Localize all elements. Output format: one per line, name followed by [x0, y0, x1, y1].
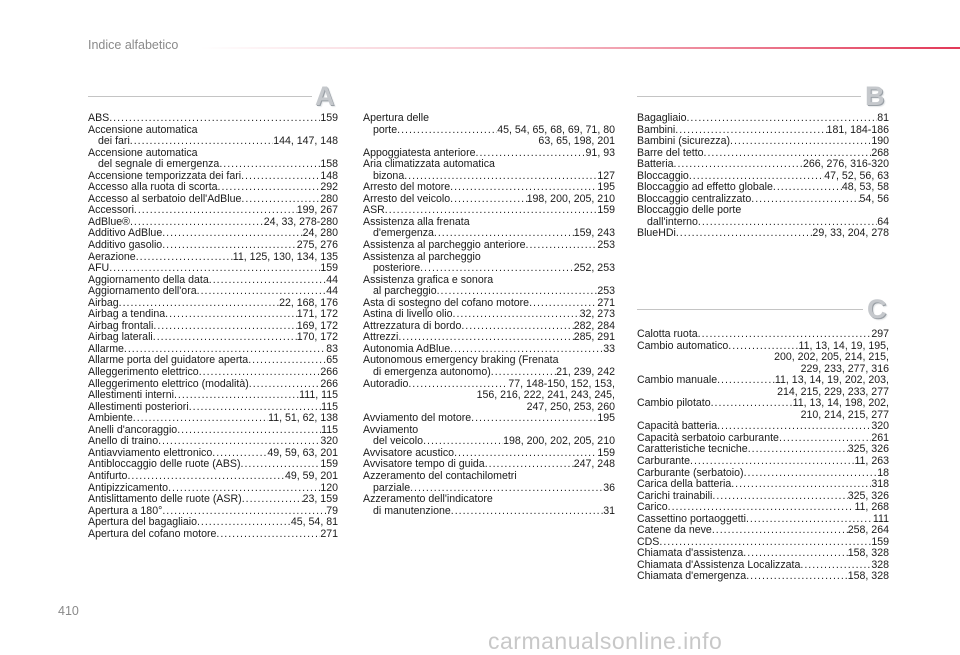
index-entry	[637, 456, 889, 468]
index-column-a-part1	[88, 113, 338, 540]
entry-term: Avvisatore acustico	[363, 446, 455, 459]
entry-pages: 195	[597, 181, 615, 194]
index-entry	[637, 136, 889, 148]
entry-pages: 21, 239, 242	[556, 366, 615, 379]
entry-subterm: del segnale di emergenza	[98, 158, 220, 171]
entry-pages: 159	[320, 112, 338, 124]
index-entry	[88, 113, 338, 125]
entry-pages: 170, 172	[296, 331, 338, 344]
entry-pages: 148	[320, 169, 338, 182]
dot-leader	[109, 263, 320, 275]
entry-term: ABS	[88, 112, 110, 124]
entry-pages: 111	[872, 512, 889, 525]
entry-term: Airbag a tendina	[88, 308, 166, 321]
dot-leader	[730, 136, 871, 148]
entry-term: Chiamata d'assistenza	[637, 547, 744, 560]
dot-leader	[744, 468, 878, 480]
page-header-title: Indice alfabetico	[88, 38, 179, 52]
index-entry	[637, 571, 889, 583]
entry-pages-continued: 247, 250, 253, 260	[526, 400, 615, 413]
entry-term: Antislittamento delle ruote (ASR)	[88, 493, 242, 506]
entry-term: Allarme porta del guidatore aperta	[88, 354, 249, 367]
dot-leader	[748, 444, 848, 456]
entry-pages: 285, 291	[573, 331, 615, 344]
index-entry	[637, 329, 889, 341]
dot-leader	[162, 228, 302, 240]
entry-term: Avviamento del motore	[363, 412, 472, 425]
dot-leader	[216, 529, 320, 541]
entry-pages: 169, 172	[296, 319, 338, 332]
entry-term: Allarme	[88, 342, 124, 355]
index-entry	[637, 113, 889, 125]
dot-leader	[153, 321, 296, 333]
entry-pages: 81	[877, 112, 889, 124]
entry-term: BlueHDi	[637, 227, 676, 240]
entry-term: Accensione temporizzata dei fari	[88, 169, 242, 182]
dot-leader	[130, 136, 273, 148]
index-entry	[88, 390, 338, 402]
dot-leader	[711, 398, 793, 410]
dot-leader	[165, 309, 297, 321]
dot-leader	[197, 517, 291, 529]
dot-leader	[698, 329, 872, 341]
dot-leader	[153, 332, 297, 344]
entry-pages: 159	[320, 458, 338, 471]
entry-pages: 320	[320, 435, 338, 448]
dot-leader	[453, 309, 580, 321]
entry-pages-continued: 63, 65, 198, 201	[538, 135, 615, 148]
page-number: 410	[58, 604, 79, 618]
entry-subterm: al parcheggio	[373, 285, 437, 298]
entry-term: Accensione automatica	[88, 146, 198, 159]
entry-pages: 292	[320, 181, 338, 194]
dot-leader	[397, 125, 497, 137]
entry-pages: 127	[597, 169, 615, 182]
index-entry	[363, 113, 615, 148]
entry-term: Arresto del motore	[363, 181, 451, 194]
entry-term: Aggiornamento della data	[88, 273, 209, 286]
entry-term: Bagagliaio	[637, 112, 687, 124]
entry-term: Cassettino portaoggetti	[637, 512, 746, 525]
entry-pages: 11, 13, 14, 19, 195,	[798, 339, 889, 352]
index-entry	[363, 275, 615, 298]
dot-leader	[471, 413, 597, 425]
dot-leader	[219, 159, 320, 171]
entry-term: Bloccaggio centralizzato	[637, 192, 752, 205]
dot-leader	[526, 240, 598, 252]
entry-pages: 328	[871, 558, 889, 571]
index-entry	[88, 263, 338, 275]
entry-term: Airbag laterali	[88, 331, 153, 344]
entry-term: Antifurto	[88, 469, 128, 482]
dot-leader	[731, 479, 871, 491]
index-entry	[363, 379, 615, 414]
index-entry	[88, 517, 338, 529]
dot-leader	[491, 367, 556, 379]
entry-pages: 253	[597, 285, 615, 298]
index-entry	[88, 252, 338, 264]
dot-leader	[751, 194, 859, 206]
dot-leader	[109, 113, 320, 125]
index-entry	[363, 425, 615, 448]
index-entry	[637, 491, 889, 503]
dot-leader	[674, 159, 803, 171]
entry-term: Bloccaggio delle porte	[637, 204, 742, 217]
entry-pages: 111, 115	[299, 389, 338, 402]
entry-pages-continued: 156, 216, 222, 241, 243, 245,	[476, 389, 615, 402]
dot-leader	[712, 525, 848, 537]
index-entry	[363, 159, 615, 182]
section-letter-a: A	[315, 81, 335, 111]
entry-pages: 253	[597, 239, 615, 252]
entry-term: Autonomous emergency braking (Frenata	[363, 354, 559, 367]
entry-term: Alleggerimento elettrico	[88, 366, 199, 379]
entry-pages: 11, 263	[854, 455, 889, 468]
entry-term: Assistenza al parcheggio anteriore	[363, 239, 526, 252]
entry-subterm: porte	[373, 123, 398, 136]
entry-pages: 64	[877, 215, 889, 228]
section-letter-c: C	[867, 294, 887, 324]
entry-term: Capacità batteria	[637, 420, 718, 433]
entry-term: Chiamata d'Assistenza Localizzata	[637, 558, 801, 571]
entry-term: Antipizzicamento	[88, 481, 169, 494]
entry-pages: 159	[320, 262, 338, 275]
dot-leader	[451, 506, 603, 518]
entry-pages: 158, 328	[847, 570, 889, 583]
entry-pages: 158	[320, 158, 338, 171]
entry-term: Capacità serbatoio carburante	[637, 431, 779, 444]
entry-pages: 159	[597, 446, 615, 459]
entry-term: Apertura a 180°	[88, 504, 163, 517]
entry-pages: 280	[320, 192, 338, 205]
entry-term: Calotta ruota	[637, 328, 698, 340]
entry-term: Arresto del veicolo	[363, 192, 451, 205]
entry-term: AdBlue®	[88, 215, 130, 228]
index-column-b	[637, 113, 889, 240]
entry-subterm: posteriore	[373, 262, 421, 275]
entry-term: Autoradio	[363, 377, 409, 390]
entry-term: Caratteristiche tecniche	[637, 443, 748, 456]
entry-pages: 45, 54, 81	[290, 516, 338, 529]
index-entry	[637, 479, 889, 491]
entry-term: Astina di livello olio	[363, 308, 453, 321]
entry-pages: 29, 33, 204, 278	[812, 227, 889, 240]
entry-term: Avvisatore tempo di guida	[363, 458, 485, 471]
entry-pages: 297	[871, 328, 889, 340]
entry-pages: 18	[877, 466, 889, 479]
entry-pages: 190	[871, 135, 889, 148]
entry-pages: 11, 125, 130, 134, 135	[232, 250, 338, 263]
entry-pages: 266, 276, 316-320	[802, 158, 889, 171]
entry-term: Additivo gasolio	[88, 239, 163, 252]
entry-pages: 23, 159	[302, 493, 338, 506]
entry-term: Ambiente	[88, 412, 133, 425]
entry-pages: 44	[326, 273, 338, 286]
entry-term: Accensione automatica	[88, 123, 198, 136]
dot-leader	[746, 571, 848, 583]
entry-term: Anello di traino	[88, 435, 159, 448]
entry-pages: 271	[320, 527, 338, 540]
entry-pages-continued: 214, 215, 229, 233, 277	[777, 385, 889, 398]
index-entry	[637, 398, 889, 421]
index-column-a-part2	[363, 113, 615, 517]
index-entry	[88, 240, 338, 252]
index-entry	[637, 525, 889, 537]
entry-pages: 120	[320, 481, 338, 494]
entry-pages: 266	[320, 377, 338, 390]
dot-leader	[241, 171, 320, 183]
entry-term: Accesso al serbatoio dell'AdBlue	[88, 192, 242, 205]
index-entry	[637, 159, 889, 171]
dot-leader	[177, 425, 321, 437]
entry-pages: 65	[326, 354, 338, 367]
section-letter-b: B	[865, 81, 885, 111]
entry-term: Attrezzi	[363, 331, 399, 344]
dot-leader	[450, 194, 526, 206]
index-entry	[88, 367, 338, 379]
entry-pages: 11, 13, 14, 198, 202,	[792, 397, 889, 410]
entry-term: Carico	[637, 501, 668, 514]
entry-pages: 77, 148-150, 152, 153,	[508, 377, 615, 390]
entry-pages: 36	[603, 481, 615, 494]
entry-pages: 24, 280	[302, 227, 338, 240]
entry-term: Accesso alla ruota di scorta	[88, 181, 218, 194]
entry-term: Apertura del bagagliaio	[88, 516, 197, 529]
entry-pages: 159	[871, 535, 889, 548]
entry-term: CDS	[637, 535, 660, 548]
entry-term: Antiavviamento elettronico	[88, 446, 213, 459]
entry-term: Accessori	[88, 204, 134, 217]
entry-pages: 91, 93	[585, 146, 615, 159]
entry-subterm: dall'interno	[647, 215, 698, 228]
entry-pages-continued: 210, 214, 215, 277	[800, 408, 889, 421]
entry-term: Asta di sostegno del cofano motore	[363, 296, 530, 309]
entry-pages: 45, 54, 65, 68, 69, 71, 80	[497, 123, 615, 136]
entry-term: Batteria	[637, 158, 674, 171]
entry-subterm: d'emergenza	[373, 227, 434, 240]
index-entry	[363, 355, 615, 378]
index-entry	[363, 194, 615, 206]
section-rule-b	[637, 96, 861, 97]
index-entry	[363, 217, 615, 240]
dot-leader	[717, 375, 775, 387]
entry-term: ASR	[363, 204, 385, 217]
entry-term: AFU	[88, 262, 110, 275]
entry-subterm: di emergenza autonomo)	[373, 366, 491, 379]
dot-leader	[686, 113, 877, 125]
entry-pages: 11, 13, 14, 19, 202, 203,	[774, 374, 889, 387]
entry-term: Avviamento	[363, 423, 419, 436]
entry-term: Alleggerimento elettrico (modalità)	[88, 377, 249, 390]
section-rule-c	[637, 309, 863, 310]
entry-term: Catene da neve	[637, 524, 712, 537]
entry-pages: 54, 56	[859, 192, 889, 205]
dot-leader	[773, 182, 842, 194]
entry-pages: 44	[326, 285, 338, 298]
index-entry	[363, 471, 615, 494]
entry-pages: 22, 168, 176	[279, 296, 338, 309]
entry-pages: 171, 172	[296, 308, 338, 321]
dot-leader	[690, 456, 854, 468]
entry-pages: 198, 200, 202, 205, 210	[503, 435, 615, 448]
header-accent-line	[200, 47, 960, 49]
entry-term: Cambio pilotato	[637, 397, 711, 410]
entry-term: Airbag frontali	[88, 319, 154, 332]
entry-term: Additivo AdBlue	[88, 227, 163, 240]
index-entry	[637, 205, 889, 228]
index-column-c	[637, 329, 889, 583]
entry-term: Apertura del cofano motore	[88, 527, 217, 540]
entry-pages: 195	[597, 412, 615, 425]
index-entry	[637, 341, 889, 376]
entry-term: Assistenza al parcheggio	[363, 250, 481, 263]
entry-pages: 47, 52, 56, 63	[824, 169, 889, 182]
entry-pages: 275, 276	[296, 239, 338, 252]
entry-pages: 282, 284	[573, 319, 615, 332]
entry-term: Apertura delle	[363, 112, 429, 124]
index-entry	[363, 252, 615, 275]
entry-term: Autonomia AdBlue	[363, 342, 451, 355]
entry-term: Bambini (sicurezza)	[637, 135, 731, 148]
index-entry	[88, 125, 338, 148]
dot-leader	[461, 321, 573, 333]
entry-term: Carichi trainabili	[637, 489, 713, 502]
index-entry	[88, 494, 338, 506]
entry-pages: 79	[326, 504, 338, 517]
entry-pages: 252, 253	[573, 262, 615, 275]
dot-leader	[136, 252, 233, 264]
entry-pages: 115	[321, 423, 338, 436]
dot-leader	[712, 491, 847, 503]
entry-term: Azzeramento dell'indicatore	[363, 493, 493, 506]
entry-pages: 325, 326	[847, 489, 889, 502]
entry-term: Airbag	[88, 296, 119, 309]
index-entry	[637, 228, 889, 240]
entry-term: Aggiornamento dell'ora	[88, 285, 197, 298]
entry-pages: 261	[871, 431, 889, 444]
entry-term: Aerazione	[88, 250, 136, 263]
index-entry	[363, 494, 615, 517]
entry-pages: 11, 51, 62, 138	[268, 412, 338, 425]
entry-subterm: dei fari	[98, 135, 130, 148]
entry-pages: 144, 147, 148	[273, 135, 338, 148]
dot-leader	[248, 355, 326, 367]
entry-pages: 32, 273	[579, 308, 615, 321]
entry-pages: 258, 264	[847, 524, 889, 537]
entry-pages: 247, 248	[573, 458, 615, 471]
entry-term: Cambio automatico	[637, 339, 729, 352]
index-entry	[88, 148, 338, 171]
entry-pages: 320	[871, 420, 889, 433]
entry-term: Carburante (serbatoio)	[637, 466, 744, 479]
dot-leader	[209, 275, 326, 287]
entry-subterm: bizona	[373, 169, 405, 182]
entry-term: Azzeramento del contachilometri	[363, 469, 517, 482]
entry-pages: 199, 267	[296, 204, 338, 217]
index-entry	[88, 529, 338, 541]
entry-term: Appoggiatesta anteriore	[363, 146, 476, 159]
entry-term: Cambio manuale	[637, 374, 718, 387]
entry-pages: 266	[320, 366, 338, 379]
entry-pages: 181, 184-186	[826, 123, 889, 136]
index-entry	[88, 332, 338, 344]
entry-subterm: di manutenzione	[373, 504, 451, 517]
entry-pages: 159, 243	[573, 227, 615, 240]
dot-leader	[127, 471, 285, 483]
entry-term: Bloccaggio ad effetto globale	[637, 181, 773, 194]
entry-term: Attrezzatura di bordo	[363, 319, 462, 332]
entry-pages: 49, 59, 63, 201	[267, 446, 338, 459]
index-entry	[88, 471, 338, 483]
entry-term: Assistenza grafica e sonora	[363, 273, 494, 286]
entry-pages: 83	[326, 342, 338, 355]
entry-term: Allestimenti posteriori	[88, 400, 189, 413]
entry-term: Aria climatizzata automatica	[363, 158, 495, 171]
entry-term: Chiamata d'emergenza	[637, 570, 747, 583]
entry-term: Barre del tetto	[637, 146, 704, 159]
entry-pages: 48, 53, 58	[841, 181, 889, 194]
entry-term: Antibloccaggio delle ruote (ABS)	[88, 458, 241, 471]
entry-pages: 271	[597, 296, 615, 309]
dot-leader	[676, 228, 813, 240]
entry-pages: 325, 326	[847, 443, 889, 456]
entry-pages: 33	[603, 342, 615, 355]
entry-term: Carburante	[637, 455, 690, 468]
index-entry	[637, 375, 889, 398]
entry-term: Bloccaggio	[637, 169, 689, 182]
section-rule-a	[88, 96, 312, 97]
entry-pages: 158, 328	[847, 547, 889, 560]
entry-term: Bambini	[637, 123, 676, 136]
entry-term: Carica della batteria	[637, 478, 732, 491]
entry-pages-continued: 200, 202, 205, 214, 215,	[774, 351, 889, 364]
entry-pages: 11, 268	[854, 501, 889, 514]
entry-pages: 198, 200, 205, 210	[526, 192, 615, 205]
dot-leader	[242, 494, 303, 506]
entry-subterm: del veicolo	[373, 435, 424, 448]
entry-pages: 31	[603, 504, 615, 517]
entry-pages: 115	[321, 400, 338, 413]
entry-term: Anelli d'ancoraggio	[88, 423, 178, 436]
entry-pages: 24, 33, 278-280	[263, 215, 338, 228]
entry-term: Allestimenti interni	[88, 389, 174, 402]
entry-pages: 318	[871, 478, 889, 491]
index-entry	[363, 240, 615, 252]
dot-leader	[162, 240, 297, 252]
entry-pages-continued: 229, 233, 277, 316	[800, 362, 889, 375]
entry-pages: 159	[597, 204, 615, 217]
watermark: carmanualsonline.info	[488, 628, 723, 654]
dot-leader	[174, 390, 299, 402]
entry-term: Assistenza alla frenata	[363, 215, 470, 228]
entry-pages: 268	[871, 146, 889, 159]
entry-subterm: parziale	[373, 481, 411, 494]
dot-leader	[420, 263, 574, 275]
entry-pages: 49, 59, 201	[284, 469, 338, 482]
dot-leader	[199, 367, 321, 379]
